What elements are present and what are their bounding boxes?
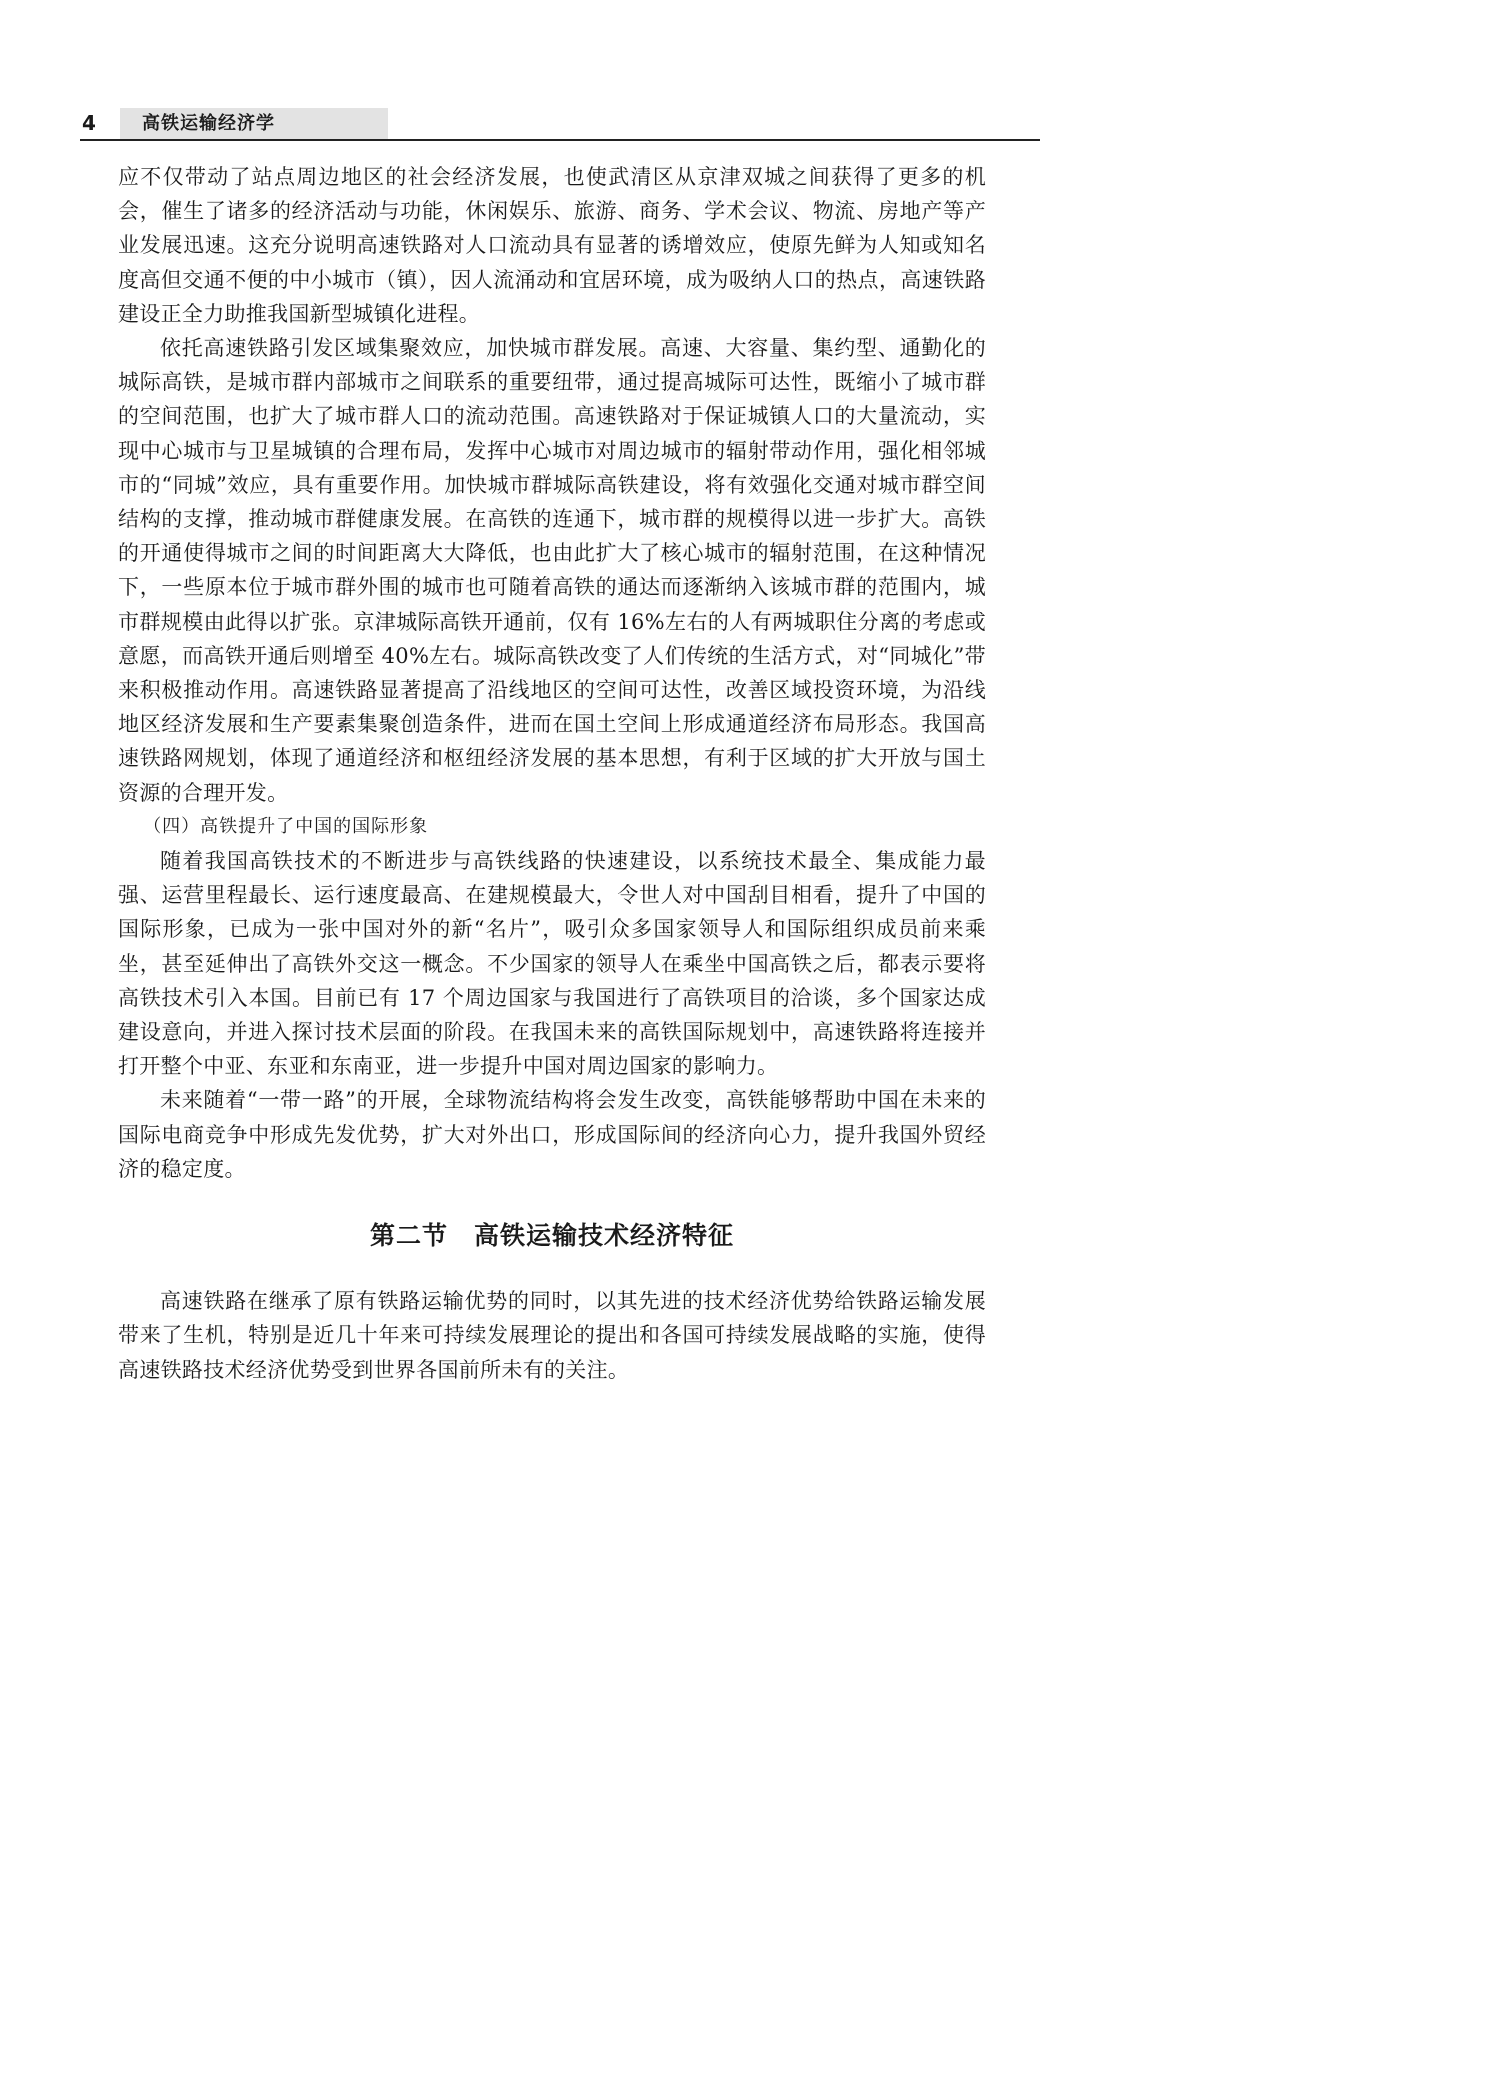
paragraph-international-image: 随着我国高铁技术的不断进步与高铁线路的快速建设，以系统技术最全、集成能力最强、运营里程最长、运行速度最高、在建规模最大，令世人对中国刮目相看，提升了中国的国际形象，已成为一张中国对外的新“名片”，吸引众多国家领导人和国际组织成员前来乘坐，甚至延伸出了高铁外交这一概念。不少国家的领导人在乘坐中国高铁之后，都表示要将高铁技术引入本国。目前已有 17 个周边国家与我国进行了高铁项目的洽谈，多个国家达成建设意向，并进入探讨技术层面的阶段。在我国未来的高铁国际规划中，高速铁路将连接并打开整个中亚、东亚和东南亚，进一步提升中国对周边国家的影响力。 [118, 849, 986, 1079]
page-number: 4 [82, 111, 96, 135]
paragraph-continued: 应不仅带动了站点周边地区的社会经济发展，也使武清区从京津双城之间获得了更多的机会，催生了诸多的经济活动与功能，休闲娱乐、旅游、商务、学术会议、物流、房地产等产业发展迅速。这充分说明高速铁路对人口流动具有显著的诱增效应，使原先鲜为人知或知名度高但交通不便的中小城市（镇），因人流涌动和宜居环境，成为吸纳人口的热点，高速铁路建设正全力助推我国新型城镇化进程。 [118, 165, 986, 326]
section-title: 第二节 高铁运输技术经济特征 [369, 1221, 734, 1251]
paragraph-section-intro: 高速铁路在继承了原有铁路运输优势的同时，以其先进的技术经济优势给铁路运输发展带来了生机，特别是近几十年来可持续发展理论的提出和各国可持续发展战略的实施，使得高速铁路技术经济优势受到世界各国前所未有的关注。 [118, 1289, 986, 1382]
running-title: 高铁运输经济学 [142, 113, 275, 134]
running-title-box [120, 108, 388, 140]
header-rule [80, 139, 1040, 141]
body-text [118, 160, 986, 1387]
paragraph-city-cluster: 依托高速铁路引发区域集聚效应，加快城市群发展。高速、大容量、集约型、通勤化的城际高铁，是城市群内部城市之间联系的重要纽带，通过提高城际可达性，既缩小了城市群的空间范围，也扩大了城市群人口的流动范围。高速铁路对于保证城镇人口的大量流动，实现中心城市与卫星城镇的合理布局，发挥中心城市对周边城市的辐射带动作用，强化相邻城市的“同城”效应，具有重要作用。加快城市群城际高铁建设，将有效强化交通对城市群空间结构的支撑，推动城市群健康发展。在高铁的连通下，城市群的规模得以进一步扩大。高铁的开通使得城市之间的时间距离大大降低，也由此扩大了核心城市的辐射范围，在这种情况下，一些原本位于城市群外围的城市也可随着高铁的通达而逐渐纳入该城市群的范围内，城市群规模由此得以扩张。京津城际高铁开通前，仅有 16%左右的人有两城职住分离的考虑或意愿，而高铁开通后则增至 40%左右。城际高铁改变了人们传统的生活方式，对“同城化”带来积极推动作用。高速铁路显著提高了沿线地区的空间可达性，改善区域投资环境，为沿线地区经济发展和生产要素集聚创造条件，进而在国土空间上形成通道经济布局形态。我国高速铁路网规划，体现了通道经济和枢纽经济发展的基本思想，有利于区域的扩大开放与国土资源的合理开发。 [118, 336, 986, 805]
paragraph-belt-road: 未来随着“一带一路”的开展，全球物流结构将会发生改变，高铁能够帮助中国在未来的国际电商竞争中形成先发优势，扩大对外出口，形成国际间的经济向心力，提升我国外贸经济的稳定度。 [118, 1088, 986, 1181]
subsection-heading: （四）高铁提升了中国的国际形象 [143, 815, 429, 837]
running-header [80, 106, 1040, 140]
